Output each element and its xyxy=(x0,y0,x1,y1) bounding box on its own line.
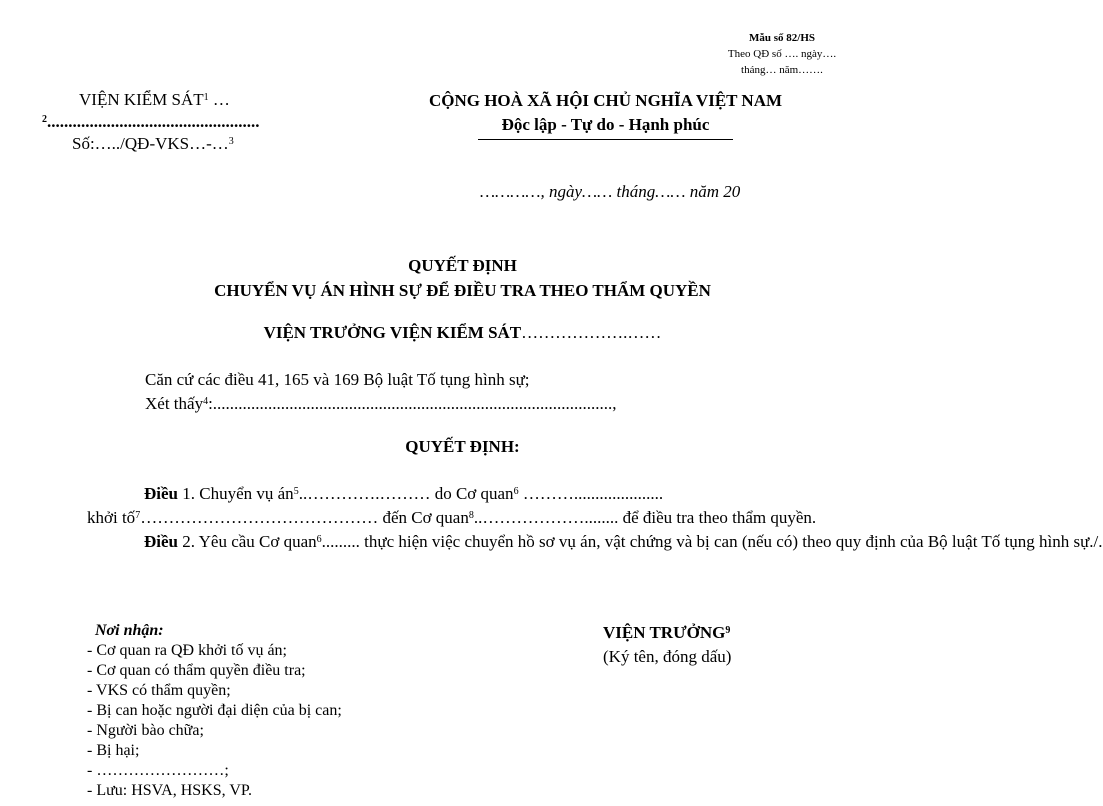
title-main: QUYẾT ĐỊNH xyxy=(408,256,517,275)
finding-label: Xét thấy xyxy=(145,394,204,413)
issuer-heading xyxy=(0,323,925,343)
footnote-marker: 8 xyxy=(468,510,474,521)
signature-block xyxy=(603,621,731,669)
recipient-item: - Cơ quan ra QĐ khởi tố vụ án; xyxy=(87,642,287,659)
article-1-text: ..………………........ để điều tra theo thẩm quyền. xyxy=(473,508,817,527)
footnote-marker: 6 xyxy=(316,534,322,545)
article-1-cont xyxy=(87,506,843,530)
agency-name-blank: … xyxy=(208,90,230,109)
document-title xyxy=(0,253,925,303)
agency-name-line xyxy=(42,89,322,111)
recipients-title: Nơi nhận: xyxy=(95,622,164,639)
footnote-marker: 9 xyxy=(725,625,731,636)
recipient-item: - Lưu: HSVA, HSKS, VP. xyxy=(87,782,253,799)
pursuant-line: Căn cứ các điều 41, 165 và 169 Bộ luật Tố tụng hình sự; xyxy=(145,370,530,389)
recipients-block xyxy=(87,621,342,801)
recipient-item: - Người bào chữa; xyxy=(87,722,204,739)
signer-role: VIỆN TRƯỞNG xyxy=(603,623,726,642)
decision-articles xyxy=(87,482,1103,554)
form-code: Mẫu số 82/HS xyxy=(748,32,815,44)
article-1-text: 1. Chuyển vụ án xyxy=(178,484,294,503)
article-2 xyxy=(87,530,1103,554)
national-heading xyxy=(383,89,828,140)
recipient-item: - VKS có thẩm quyền; xyxy=(87,682,231,699)
issuer-title: VIỆN TRƯỞNG VIỆN KIỂM SÁT xyxy=(263,323,522,342)
form-number-block xyxy=(712,30,852,78)
footnote-marker: 2 xyxy=(42,114,47,125)
footnote-marker: 5 xyxy=(293,486,299,497)
issuing-agency xyxy=(42,89,322,155)
document-number-line xyxy=(42,133,322,155)
recipient-item: - ……………………; xyxy=(87,762,229,779)
place-date-line: …………, ngày…… tháng…… năm 20 xyxy=(480,182,741,201)
agency-sub-line xyxy=(42,111,322,133)
form-decision-ref: Theo QĐ số …. ngày…. xyxy=(727,48,837,60)
article-1-text: …………………………………… đến Cơ quan xyxy=(140,508,469,527)
article-1-text: ..………….……… do Cơ quan xyxy=(298,484,514,503)
footnote-marker: 4 xyxy=(203,396,209,407)
title-subject: CHUYỂN VỤ ÁN HÌNH SỰ ĐỂ ĐIỀU TRA THEO THẨM QUYỀN xyxy=(214,281,711,300)
footnote-marker: 6 xyxy=(513,486,519,497)
recipient-item: - Cơ quan có thẩm quyền điều tra; xyxy=(87,662,306,679)
document-number: Số:…../QĐ-VKS…-… xyxy=(72,134,229,153)
agency-sub-blank: .................................................. xyxy=(47,112,260,131)
article-2-text: ......... thực hiện việc chuyển hồ sơ vụ án, vật chứng và bị can (nếu có) theo quy định của Bộ luật Tố tụng hình sự./. xyxy=(321,532,1103,551)
issuer-blank: ……………….…… xyxy=(521,323,662,342)
finding-line xyxy=(145,392,617,416)
article-1 xyxy=(87,482,843,506)
motto-underline xyxy=(478,139,733,140)
article-label: Điều xyxy=(144,484,178,503)
form-decision-date: tháng… năm……. xyxy=(741,64,823,76)
footnote-marker: 3 xyxy=(228,136,234,147)
signature-note: (Ký tên, đóng dấu) xyxy=(603,647,732,666)
footnote-marker: 7 xyxy=(135,510,141,521)
recipient-item: - Bị can hoặc người đại diện của bị can; xyxy=(87,702,342,719)
recipient-item: - Bị hại; xyxy=(87,742,140,759)
footnote-marker: 1 xyxy=(203,92,209,103)
legal-basis xyxy=(145,368,617,416)
finding-blank: :.............................................................................................., xyxy=(208,394,617,413)
country-name: CỘNG HOÀ XÃ HỘI CHỦ NGHĨA VIỆT NAM xyxy=(428,91,783,110)
signer-role-line xyxy=(603,621,731,645)
article-label: Điều xyxy=(144,532,178,551)
agency-name: VIỆN KIỂM SÁT xyxy=(79,90,204,109)
article-1-text: ………..................... xyxy=(518,484,664,503)
article-1-text: khởi tố xyxy=(87,508,136,527)
decision-heading: QUYẾT ĐỊNH: xyxy=(405,437,520,456)
article-2-text: 2. Yêu cầu Cơ quan xyxy=(178,532,317,551)
national-motto: Độc lập - Tự do - Hạnh phúc xyxy=(501,115,710,134)
